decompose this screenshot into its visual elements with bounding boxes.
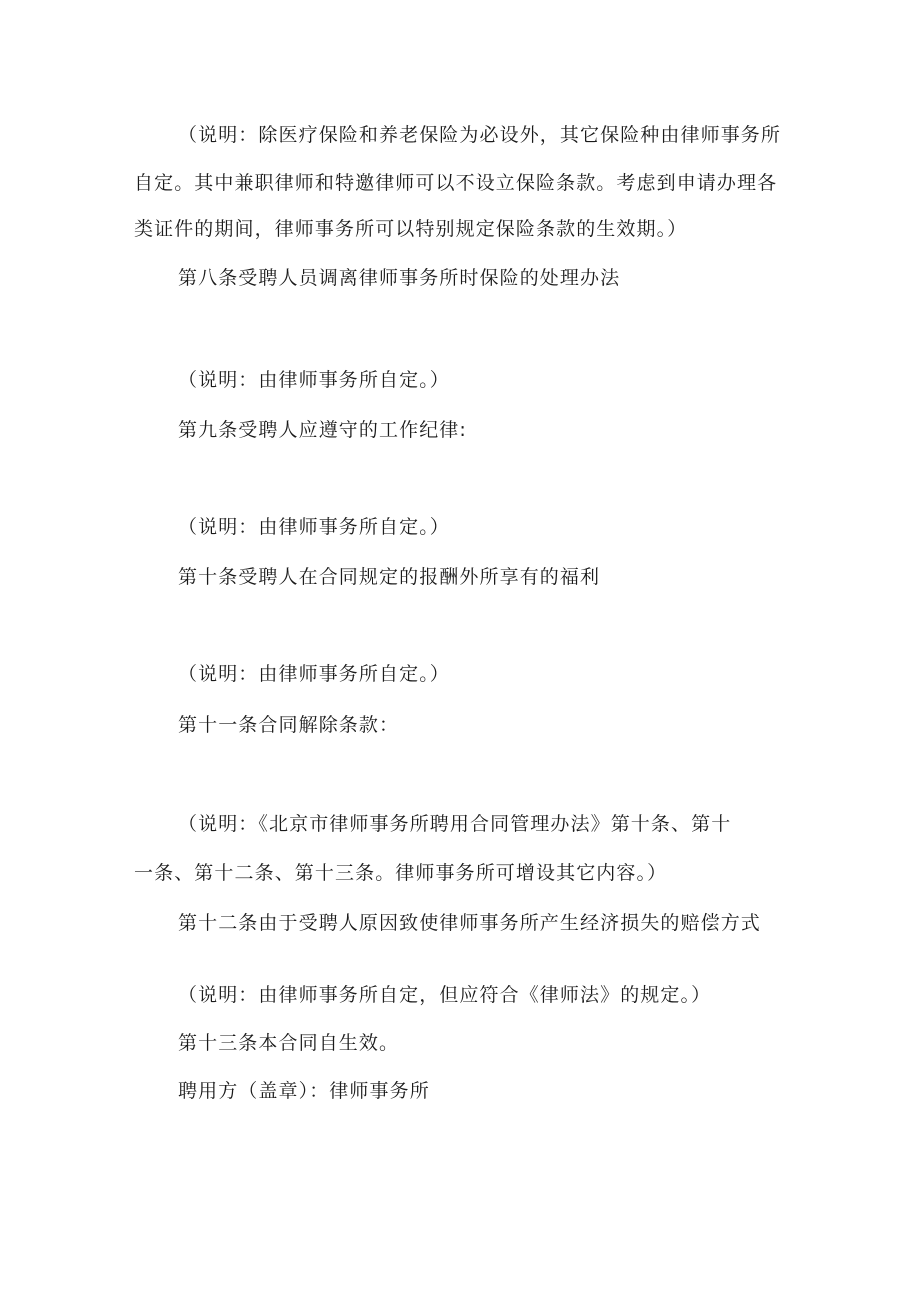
article-8-note: （说明：由律师事务所自定。） [178,369,450,391]
insurance-note-line-1: （说明：除医疗保险和养老保险为必设外，其它保险种由律师事务所 [178,124,782,146]
article-10-note: （说明：由律师事务所自定。） [178,663,450,685]
insurance-note-line-3: 类证件的期间，律师事务所可以特别规定保险条款的生效期。） [134,218,688,240]
article-11-heading: 第十一条合同解除条款： [178,714,400,736]
article-8-heading: 第八条受聘人员调离律师事务所时保险的处理办法 [178,267,621,289]
employer-signature-line: 聘用方（盖章）：律师事务所 [178,1080,430,1102]
article-11-note-line-1: （说明：《北京市律师事务所聘用合同管理办法》第十条、第十 [178,813,732,835]
article-12-note: （说明：由律师事务所自定，但应符合《律师法》的规定。） [178,984,712,1006]
article-10-heading: 第十条受聘人在合同规定的报酬外所享有的福利 [178,566,601,588]
article-11-note-line-2: 一条、第十二条、第十三条。律师事务所可增设其它内容。） [134,862,668,884]
article-13-heading: 第十三条本合同自生效。 [178,1032,400,1054]
article-9-note: （说明：由律师事务所自定。） [178,516,450,538]
insurance-note-line-2: 自定。其中兼职律师和特邀律师可以不设立保险条款。考虑到申请办理各 [134,172,778,194]
article-12-heading: 第十二条由于受聘人原因致使律师事务所产生经济损失的赔偿方式 [178,912,761,934]
article-9-heading: 第九条受聘人应遵守的工作纪律: [178,419,467,441]
